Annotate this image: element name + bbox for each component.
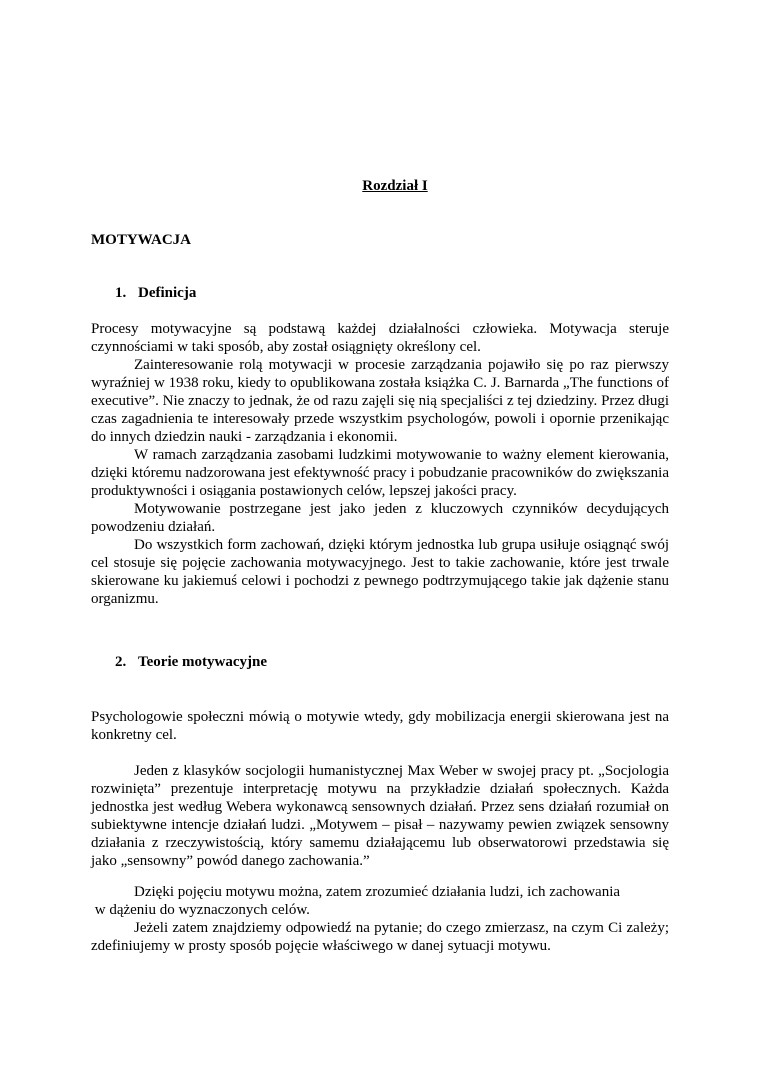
section-title: Teorie motywacyjne: [138, 654, 267, 670]
section-title: Definicja: [138, 285, 197, 301]
chapter-title: Rozdział I: [362, 178, 428, 194]
paragraph-line: Dzięki pojęciu motywu można, zatem zrozumieć działania ludzi, ich zachowania: [134, 884, 621, 900]
paragraph: Psychologowie społeczni mówią o motywie wtedy, gdy mobilizacja energii skierowana jest na konkretny cel.: [91, 709, 669, 743]
section-number: 1.: [115, 285, 127, 301]
paragraph: Motywowanie postrzegane jest jako jeden z kluczowych czynników decydujących powodzeniu działań.: [91, 501, 669, 535]
section-heading-teorie: [115, 654, 267, 671]
paragraph: W ramach zarządzania zasobami ludzkimi motywowanie to ważny element kierowania, dzięki któremu nadzorowana jest efektywność pracy i pobudzanie pracowników do zwiększania produktywności i osiągania postawionych celów, lepszej jakości pracy.: [91, 447, 669, 499]
paragraph: Jeden z klasyków socjologii humanistycznej Max Weber w swojej pracy pt. „Socjologia rozwinięta” prezentuje interpretację motywu na przykładzie działań społecznych. Każda jednostka jest według Webera wykonawcą sensownych działań. Przez sens działań rozumiał on subiektywne intencje działań ludzi. „Motywem – pisał – nazywamy pewien związek sensowny działania z rzeczywistością, który samemu działającemu lub obserwatorowi przedstawia się jako „sensowny” powód danego zachowania.”: [91, 763, 669, 869]
paragraph: Do wszystkich form zachowań, dzięki którym jednostka lub grupa usiłuje osiągnąć swój cel stosuje się pojęcie zachowania motywacyjnego. Jest to takie zachowanie, które jest trwale skierowane ku jakiemuś celowi i pochodzi z pewnego podtrzymującego takie jak dążenie stanu organizmu.: [91, 537, 669, 607]
paragraph: Zainteresowanie rolą motywacji w procesie zarządzania pojawiło się po raz pierwszy wyraźniej w 1938 roku, kiedy to opublikowana została książka C. J. Barnarda „The functions of executive”. Nie znaczy to jednak, że od razu zajęli się nią specjaliści z tej dziedziny. Przez długi czas zagadnienia te interesowały przede wszystkim psychologów, powoli i opornie przenikając do innych dziedzin nauki - zarządzania i ekonomii.: [91, 357, 669, 445]
main-heading: MOTYWACJA: [91, 232, 191, 248]
paragraph: Jeżeli zatem znajdziemy odpowiedź na pytanie; do czego zmierzasz, na czym Ci zależy; zdefiniujemy w prosty sposób pojęcie właściwego w danej sytuacji motywu.: [91, 920, 669, 954]
section-number: 2.: [115, 654, 127, 670]
section-teorie-closing: [91, 883, 669, 955]
paragraph-line: w dążeniu do wyznaczonych celów.: [91, 902, 310, 918]
paragraph: Procesy motywacyjne są podstawą każdej działalności człowieka. Motywacja steruje czynnościami w taki sposób, aby został osiągnięty określony cel.: [91, 321, 669, 355]
section-teorie-intro: [91, 708, 669, 744]
section-heading-definicja: [115, 285, 196, 302]
section-definicja-body: [91, 320, 669, 608]
section-teorie-weber: [91, 762, 669, 870]
